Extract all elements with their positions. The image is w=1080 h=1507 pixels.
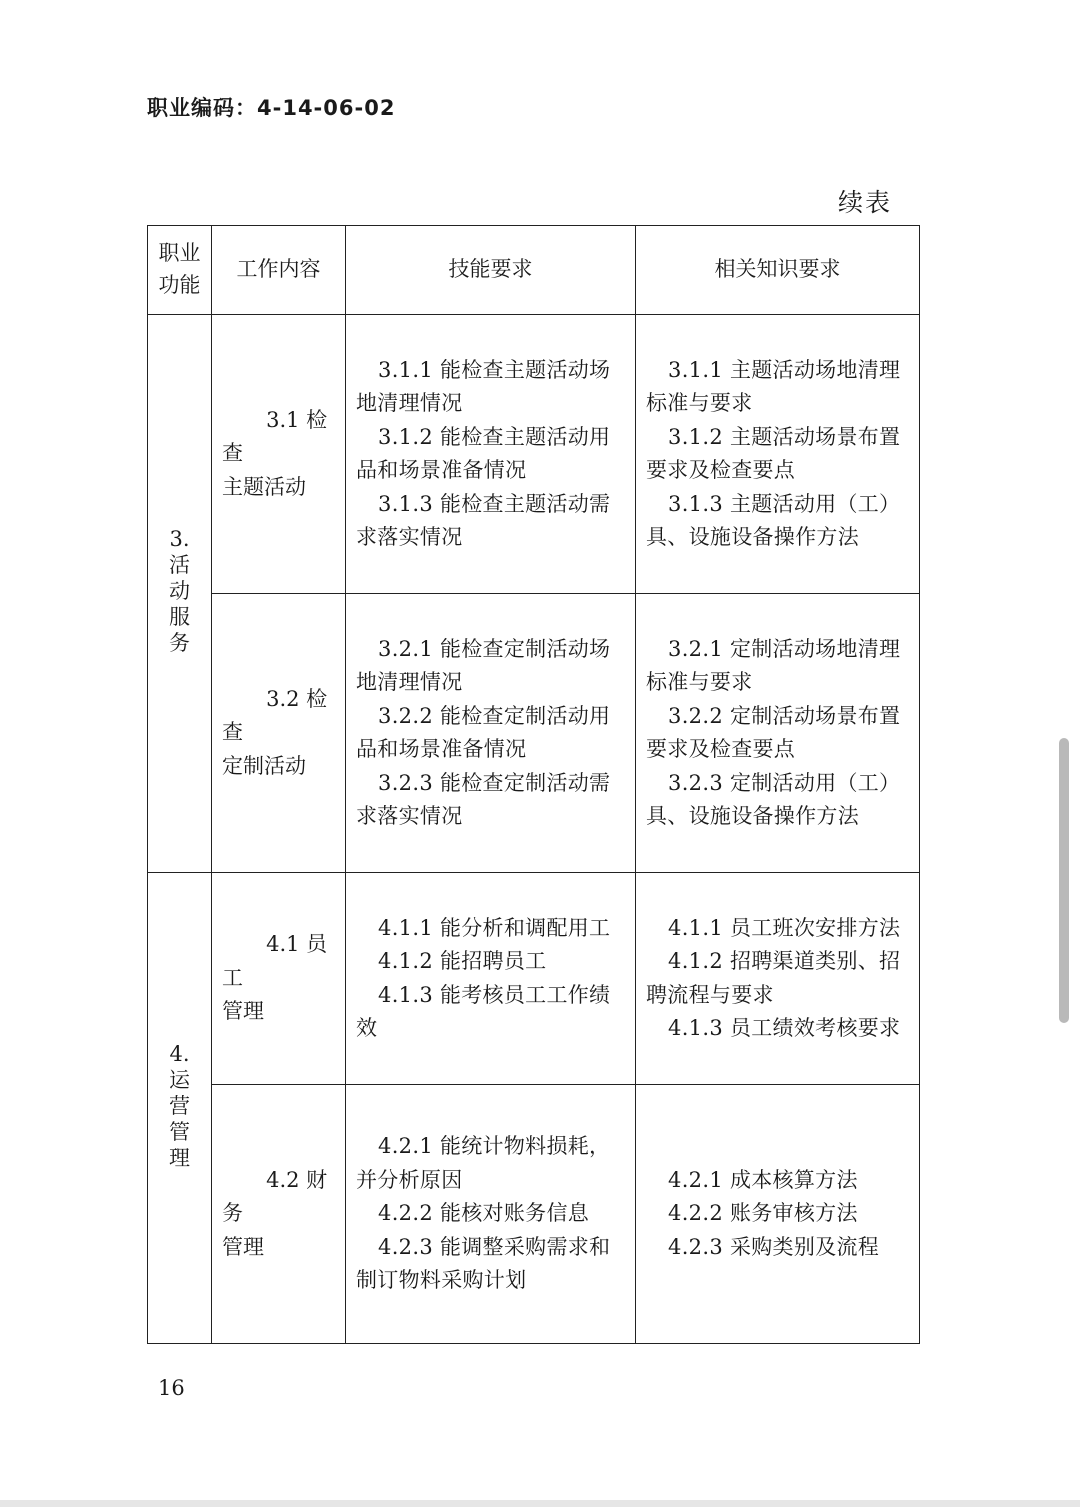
function-char: 活 <box>169 553 190 578</box>
header-work: 工作内容 <box>212 226 346 315</box>
function-number: 4. <box>169 1041 190 1066</box>
function-char: 动 <box>169 579 190 604</box>
skill-item: 3.1.1 能检查主题活动场地清理情况 <box>356 357 611 415</box>
header-knowledge: 相关知识要求 <box>636 226 920 315</box>
occupation-code: 职业编码：4-14-06-02 <box>147 96 396 120</box>
function-cell-activity-service <box>148 315 212 873</box>
knowledge-item: 3.2.2 定制活动场景布置要求及检查要点 <box>646 703 901 761</box>
knowledge-item: 4.2.1 成本核算方法 <box>668 1167 858 1192</box>
knowledge-cell <box>636 873 920 1085</box>
knowledge-item: 3.1.3 主题活动用（工）具、设施设备操作方法 <box>646 491 901 549</box>
knowledge-item: 3.1.1 主题活动场地清理标准与要求 <box>646 357 901 415</box>
skill-item: 3.1.3 能检查主题活动需求落实情况 <box>356 491 611 549</box>
table-row <box>148 594 920 873</box>
skill-item: 4.1.1 能分析和调配用工 <box>378 915 611 940</box>
skills-table <box>147 225 920 1344</box>
skill-item: 4.1.3 能考核员工工作绩效 <box>356 982 611 1040</box>
table-header-row <box>148 226 920 315</box>
work-content-cell <box>212 594 346 873</box>
function-char: 服 <box>169 605 190 630</box>
work-content-cell <box>212 1085 346 1344</box>
skill-item: 4.1.2 能招聘员工 <box>378 949 547 973</box>
function-char: 管 <box>169 1119 190 1144</box>
skill-item: 4.2.2 能核对账务信息 <box>378 1201 590 1226</box>
work-line2: 管理 <box>222 1234 264 1259</box>
work-line2: 管理 <box>222 999 264 1024</box>
function-char: 务 <box>169 631 190 656</box>
table-row <box>148 1085 920 1344</box>
function-char: 理 <box>169 1145 190 1170</box>
skill-item: 3.1.2 能检查主题活动用品和场景准备情况 <box>356 424 611 482</box>
knowledge-item: 3.2.3 定制活动用（工）具、设施设备操作方法 <box>646 770 901 828</box>
skill-item: 4.2.1 能统计物料损耗，并分析原因 <box>356 1134 611 1192</box>
function-cell-operations-management <box>148 873 212 1344</box>
skill-cell <box>346 873 636 1085</box>
work-line1: 4.2 财务 <box>222 1167 328 1226</box>
knowledge-item: 4.2.3 采购类别及流程 <box>668 1234 880 1259</box>
skill-item: 3.2.2 能检查定制活动用品和场景准备情况 <box>356 703 611 761</box>
work-line2: 定制活动 <box>222 753 306 778</box>
table-row <box>148 873 920 1085</box>
knowledge-item: 4.1.1 员工班次安排方法 <box>668 915 901 940</box>
bottom-edge <box>0 1500 1080 1507</box>
header-function <box>148 226 212 315</box>
skill-cell <box>346 594 636 873</box>
skill-item: 3.2.1 能检查定制活动场地清理情况 <box>356 636 611 694</box>
work-content-cell <box>212 315 346 594</box>
header-function-line1: 职业 <box>158 241 201 266</box>
skill-item: 4.2.3 能调整采购需求和制订物料采购计划 <box>356 1234 611 1293</box>
table-row <box>148 315 920 594</box>
function-char: 运 <box>169 1067 190 1092</box>
knowledge-item: 3.2.1 定制活动场地清理标准与要求 <box>646 636 901 694</box>
continued-table-label: 续表 <box>838 188 893 217</box>
scrollbar-thumb[interactable] <box>1059 738 1069 1023</box>
knowledge-cell <box>636 1085 920 1344</box>
knowledge-cell <box>636 594 920 873</box>
knowledge-item: 4.1.2 招聘渠道类别、招聘流程与要求 <box>646 949 901 1007</box>
skill-cell <box>346 315 636 594</box>
work-content-cell <box>212 873 346 1085</box>
work-line2: 主题活动 <box>222 474 306 499</box>
page-number: 16 <box>158 1376 185 1400</box>
function-number: 3. <box>169 527 190 552</box>
knowledge-item: 4.2.2 账务审核方法 <box>668 1201 858 1226</box>
work-line1: 3.2 检查 <box>222 686 328 745</box>
skill-cell <box>346 1085 636 1344</box>
work-line1: 4.1 员工 <box>222 932 328 990</box>
header-skill: 技能要求 <box>346 226 636 315</box>
work-line1: 3.1 检查 <box>222 407 328 466</box>
function-char: 营 <box>169 1093 190 1118</box>
header-function-line2: 功能 <box>158 273 201 298</box>
skill-item: 3.2.3 能检查定制活动需求落实情况 <box>356 770 611 828</box>
knowledge-item: 4.1.3 员工绩效考核要求 <box>668 1016 901 1040</box>
knowledge-item: 3.1.2 主题活动场景布置要求及检查要点 <box>646 424 901 482</box>
knowledge-cell <box>636 315 920 594</box>
